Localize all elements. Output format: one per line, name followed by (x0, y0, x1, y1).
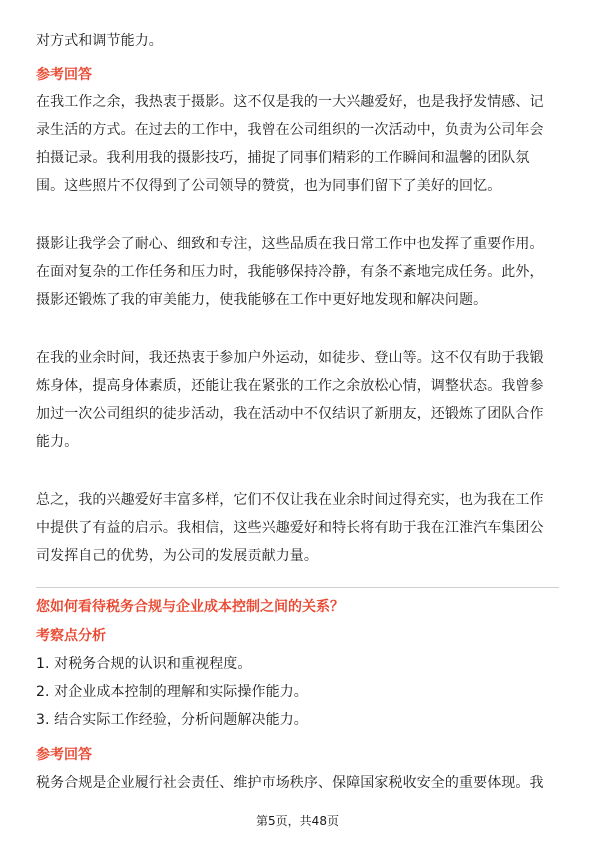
answer-paragraph (36, 344, 544, 456)
text-line: 中提供了有益的启示。我相信，这些兴趣爱好和特长将有助于我在江淮汽车集团公 (36, 520, 544, 536)
text-line: 税务合规是企业履行社会责任、维护市场秩序、保障国家税收安全的重要体现。我 (36, 775, 544, 791)
answer-heading: 参考回答 (36, 747, 92, 763)
continuation-text: 对方式和调节能力。 (36, 33, 163, 49)
page-number-footer: 第5页，共48页 (256, 814, 339, 828)
list-item: 2. 对企业成本控制的理解和实际操作能力。 (36, 684, 308, 700)
answer-paragraph (36, 486, 544, 570)
analysis-list (36, 650, 308, 734)
text-line: 摄影让我学会了耐心、细致和专注，这些品质在我日常工作中也发挥了重要作用。 (36, 236, 544, 252)
text-line: 围。这些照片不仅得到了公司领导的赞赏，也为同事们留下了美好的回忆。 (36, 178, 502, 194)
text-line: 能力。 (36, 434, 79, 450)
text-line: 拍摄记录。我利用我的摄影技巧，捕捉了同事们精彩的工作瞬间和温馨的团队氛 (36, 150, 530, 166)
answer-paragraph (36, 230, 544, 314)
list-item: 1. 对税务合规的认识和重视程度。 (36, 656, 252, 672)
answer-heading: 参考回答 (36, 67, 92, 83)
answer-paragraph (36, 88, 544, 200)
text-line: 摄影还锻炼了我的审美能力，使我能够在工作中更好地发现和解决问题。 (36, 292, 488, 308)
text-line: 司发挥自己的优势，为公司的发展贡献力量。 (36, 548, 318, 564)
text-line: 在我的业余时间，我还热衷于参加户外运动，如徒步、登山等。这不仅有助于我锻 (36, 350, 544, 366)
text-line: 炼身体，提高身体素质，还能让我在紧张的工作之余放松心情，调整状态。我曾参 (36, 378, 544, 394)
text-line: 在面对复杂的工作任务和压力时，我能够保持冷静，有条不紊地完成任务。此外， (36, 264, 544, 280)
text-line: 在我工作之余，我热衷于摄影。这不仅是我的一大兴趣爱好，也是我抒发情感、记 (36, 94, 544, 110)
list-item: 3. 结合实际工作经验，分析问题解决能力。 (36, 712, 308, 728)
text-line: 加过一次公司组织的徒步活动，我在活动中不仅结识了新朋友，还锻炼了团队合作 (36, 406, 544, 422)
section-divider (36, 587, 559, 588)
text-line: 录生活的方式。在过去的工作中，我曾在公司组织的一次活动中，负责为公司年会 (36, 122, 544, 138)
question-title: 您如何看待税务合规与企业成本控制之间的关系？ (36, 599, 344, 615)
text-line: 总之，我的兴趣爱好丰富多样，它们不仅让我在业余时间过得充实，也为我在工作 (36, 492, 544, 508)
analysis-heading: 考察点分析 (36, 628, 106, 644)
